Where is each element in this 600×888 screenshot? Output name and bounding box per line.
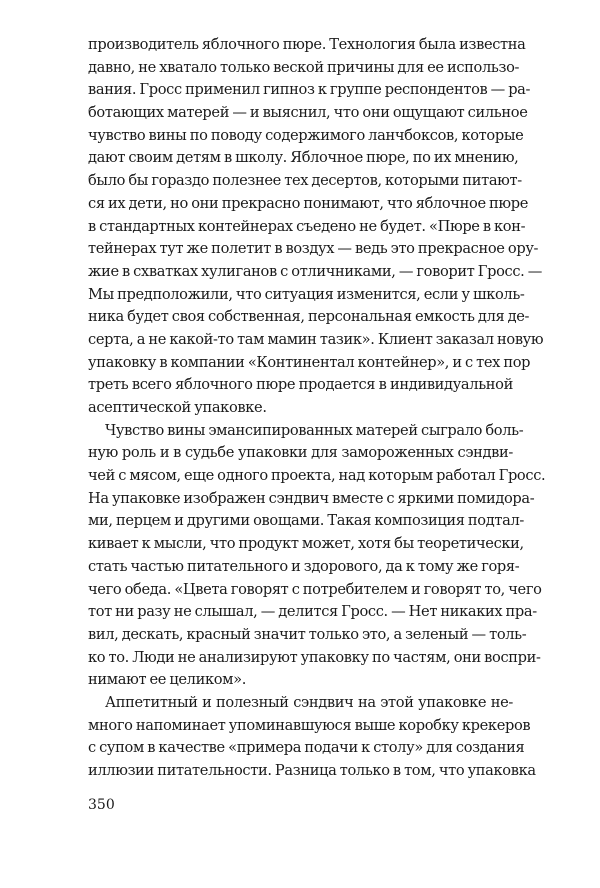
text-line: ную роль и в судьбе упаковки для замороженных сэндви- <box>88 444 513 462</box>
text-line: было бы гораздо полезнее тех десертов, которыми питают- <box>88 172 522 190</box>
text-line: вания. Гросс применил гипноз к группе респондентов — ра- <box>88 81 531 99</box>
text-line: ми, перцем и другими овощами. Такая композиция подтал- <box>88 512 524 530</box>
text-line: ботающих матерей — и выяснил, что они ощущают сильное <box>88 104 528 122</box>
text-line: кивает к мысли, что продукт может, хотя бы теоретически, <box>88 535 524 553</box>
text-line: На упаковке изображен сэндвич вместе с яркими помидора- <box>88 489 535 507</box>
text-line: чей с мясом, еще одного проекта, над которым работал Гросс. <box>88 467 546 485</box>
text-line: нимают ее целиком». <box>88 671 247 689</box>
text-line: ко то. Люди не анализируют упаковку по частям, они воспри- <box>88 648 541 666</box>
text-line: производитель яблочного пюре. Технология была известна <box>88 36 526 53</box>
text-line: ся их дети, но они прекрасно понимают, что яблочное пюре <box>88 194 529 212</box>
text-line: чего обеда. «Цвета говорят с потребителем и говорят то, чего <box>88 580 542 598</box>
text-line: чувство вины по поводу содержимого ланчбоксов, которые <box>88 126 524 144</box>
text-line: треть всего яблочного пюре продается в индивидуальной <box>88 376 513 394</box>
text-line: дают своим детям в школу. Яблочное пюре, по их мнению, <box>88 149 519 167</box>
text-line: с супом в качестве «примера подачи к столу» для создания <box>88 739 525 757</box>
text-line: стать частью питательного и здорового, да к тому же горя- <box>88 557 520 575</box>
paragraph <box>88 420 546 692</box>
text-line: серта, а не какой-то там мамин тазик». Клиент заказал новую <box>88 330 544 348</box>
text-line: вил, дескать, красный значит только это, а зеленый — толь- <box>88 625 527 643</box>
text-line: упаковку в компании «Континентал контейнер», и с тех пор <box>88 353 531 371</box>
text-line: иллюзии питательности. Разница только в том, что упаковка <box>88 762 536 779</box>
text-line: асептической упаковке. <box>88 399 267 416</box>
text-line: много напоминает упоминавшуюся выше коробку крекеров <box>88 716 531 734</box>
text-line: тейнерах тут же полетит в воздух — ведь это прекрасное ору- <box>88 240 539 258</box>
text-line: Аппетитный и полезный сэндвич на этой упаковке не- <box>105 693 513 711</box>
text-line: тот ни разу не слышал, — делится Гросс. — Нет никаких пра- <box>88 603 537 621</box>
text-line: жие в схватках хулиганов с отличниками, — говорит Гросс. — <box>88 262 543 280</box>
page-body-text <box>88 34 546 783</box>
paragraph <box>88 34 544 420</box>
text-line: Чувство вины эмансипированных матерей сыграло боль- <box>105 421 524 439</box>
paragraph <box>88 692 536 783</box>
text-line: давно, не хватало только веской причины для ее использо- <box>88 58 520 76</box>
page-number: 350 <box>88 797 115 813</box>
text-line: ника будет своя собственная, персональная емкость для де- <box>88 308 530 326</box>
text-line: в стандартных контейнерах съедено не будет. «Пюре в кон- <box>88 217 526 235</box>
text-line: Мы предположили, что ситуация изменится, если у школь- <box>88 285 525 303</box>
